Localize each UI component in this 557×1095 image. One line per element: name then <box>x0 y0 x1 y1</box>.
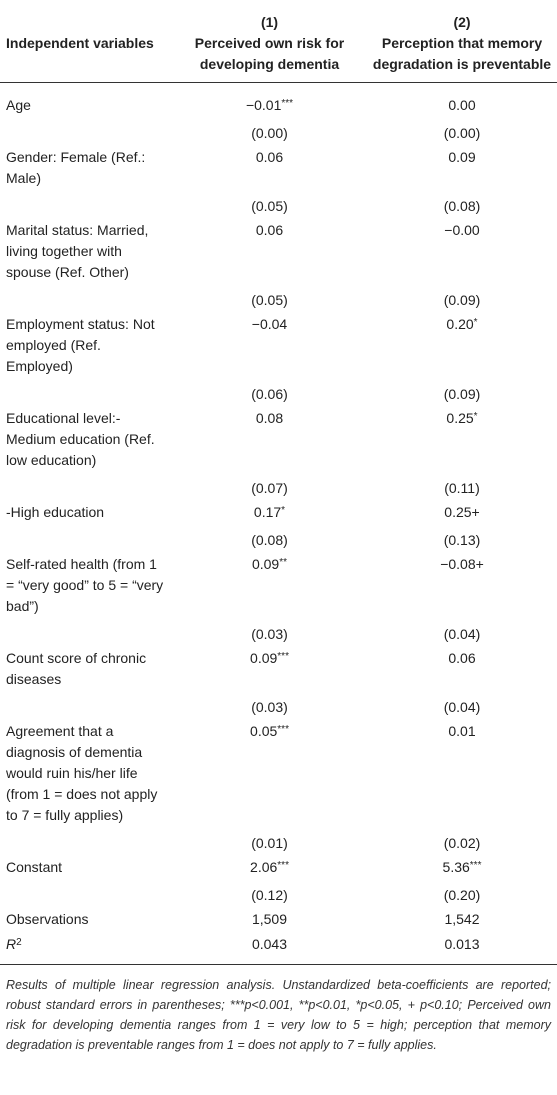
standard-error-row <box>0 475 557 502</box>
observations-label: Observations <box>6 911 89 927</box>
standard-error-col1: (0.08) <box>251 532 288 548</box>
coef-value: 0.09 <box>250 650 278 666</box>
coef-col1 <box>172 220 367 287</box>
standard-error-col1: (0.00) <box>251 125 288 141</box>
variable-label: Agreement that a diagnosis of dementia would ruin his/her life (from 1 = does not apply to 7 = fully applies) <box>6 723 158 823</box>
standard-error-blank <box>0 694 172 721</box>
r-squared-exponent: 2 <box>16 937 22 948</box>
standard-error-col2: (0.00) <box>443 125 481 141</box>
table-row <box>0 857 557 882</box>
table-row <box>0 648 557 694</box>
coef-col1 <box>172 554 367 621</box>
r-squared-label <box>0 934 172 965</box>
table-row <box>0 220 557 287</box>
standard-error-col2: (0.02) <box>443 835 481 851</box>
header-perceived-risk: Perceived own risk for developing dementia <box>194 35 345 72</box>
coef-value: 0.20 <box>446 316 474 332</box>
coef-col1 <box>172 408 367 475</box>
coef-col2 <box>367 408 557 475</box>
standard-error-blank <box>0 527 172 554</box>
table-row <box>0 721 557 830</box>
coef-col2 <box>367 83 557 121</box>
coef-col2 <box>367 220 557 287</box>
standard-error-blank <box>0 287 172 314</box>
header-number-blank <box>0 8 172 33</box>
coef-value: 0.01 <box>448 723 476 739</box>
coef-value: 2.06 <box>250 859 278 875</box>
standard-error-col2: (0.13) <box>443 532 481 548</box>
standard-error-blank <box>0 830 172 857</box>
standard-error-col1: (0.07) <box>251 480 288 496</box>
standard-error-row <box>0 120 557 147</box>
variable-label: Self-rated health (from 1 = “very good” to 5 = “very bad”) <box>6 556 164 614</box>
coef-value: 0.09 <box>251 556 280 572</box>
significance-stars: * <box>473 411 478 422</box>
variable-label: -High education <box>6 504 105 520</box>
variable-label: Count score of chronic diseases <box>6 650 147 687</box>
coef-col1 <box>172 314 367 381</box>
standard-error-col2: (0.04) <box>443 626 481 642</box>
coef-value: 0.08 <box>255 410 284 426</box>
standard-error-col1: (0.05) <box>251 198 288 214</box>
table-row <box>0 314 557 381</box>
coef-col1 <box>172 83 367 121</box>
standard-error-row <box>0 287 557 314</box>
coef-col1 <box>172 857 367 882</box>
observations-col1: 1,509 <box>251 911 288 927</box>
standard-error-col1: (0.03) <box>251 626 288 642</box>
standard-error-blank <box>0 882 172 909</box>
coef-col1 <box>172 648 367 694</box>
table-header <box>0 8 557 83</box>
coef-value: −0.00 <box>444 222 480 238</box>
coef-col2 <box>367 554 557 621</box>
coef-col2 <box>367 857 557 882</box>
significance-stars: ** <box>279 557 288 568</box>
header-independent-variables: Independent variables <box>6 35 154 51</box>
coef-value: 5.36 <box>442 859 470 875</box>
standard-error-row <box>0 694 557 721</box>
coef-value: −0.08+ <box>440 556 484 572</box>
coef-value: 0.25+ <box>444 504 480 520</box>
coef-col2 <box>367 721 557 830</box>
significance-stars: *** <box>277 724 289 735</box>
coef-col2 <box>367 314 557 381</box>
standard-error-col1: (0.05) <box>251 292 288 308</box>
table-row <box>0 408 557 475</box>
table-row <box>0 147 557 193</box>
significance-stars: *** <box>277 651 289 662</box>
significance-stars: *** <box>277 860 289 871</box>
standard-error-row <box>0 882 557 909</box>
standard-error-row <box>0 830 557 857</box>
coef-value: 0.06 <box>448 650 476 666</box>
table-row <box>0 554 557 621</box>
variable-label: Constant <box>6 859 63 875</box>
standard-error-row <box>0 527 557 554</box>
significance-stars: * <box>281 505 286 516</box>
coef-value: 0.05 <box>250 723 278 739</box>
standard-error-row <box>0 381 557 408</box>
r-squared-row <box>0 934 557 965</box>
observations-col2: 1,542 <box>444 911 480 927</box>
coef-value: 0.17 <box>253 504 282 520</box>
table-row <box>0 83 557 121</box>
header-memory-preventable: Perception that memory degradation is preventable <box>372 35 552 72</box>
coef-value: −0.01 <box>245 97 282 113</box>
r-squared-symbol: R <box>6 936 17 952</box>
table-footnote: Results of multiple linear regression analysis. Unstandardized beta-coefficients are reported; robust standard errors in parentheses; ***p<0.001, **p<0.01, *p<0.05, + p<0.10; Perceived own risk for developing dementia ranges from 1 = very low to 5 = high; perception that memory degradation is preventable ranges from 1 = does not apply to 7 = fully applies. <box>6 978 551 1052</box>
coef-value: −0.04 <box>251 316 288 332</box>
standard-error-row <box>0 621 557 648</box>
standard-error-col1: (0.03) <box>251 699 288 715</box>
regression-table <box>0 8 557 965</box>
variable-label: Gender: Female (Ref.: Male) <box>6 149 146 186</box>
variable-label: Employment status: Not employed (Ref. Employed) <box>6 316 155 374</box>
observations-row <box>0 909 557 934</box>
standard-error-col2: (0.11) <box>444 480 480 496</box>
standard-error-col1: (0.06) <box>251 386 288 402</box>
significance-stars: *** <box>469 860 482 871</box>
table-body <box>0 83 557 965</box>
standard-error-col2: (0.04) <box>443 699 481 715</box>
variable-label: Age <box>6 97 31 113</box>
standard-error-blank <box>0 381 172 408</box>
coef-col1 <box>172 502 367 527</box>
significance-stars: * <box>473 317 478 328</box>
coef-value: 0.25 <box>446 410 474 426</box>
standard-error-blank <box>0 193 172 220</box>
standard-error-blank <box>0 120 172 147</box>
table-row <box>0 502 557 527</box>
standard-error-col2: (0.09) <box>443 292 481 308</box>
coef-col1 <box>172 721 367 830</box>
coef-value: 0.09 <box>448 149 476 165</box>
variable-label: Educational level:-Medium education (Ref. low education) <box>6 410 155 468</box>
standard-error-col2: (0.20) <box>443 887 481 903</box>
r-squared-col1: 0.043 <box>251 936 288 952</box>
r-squared-col2: 0.013 <box>444 936 480 952</box>
header-number-2: (2) <box>453 14 471 30</box>
significance-stars: *** <box>281 98 294 109</box>
coef-col2 <box>367 648 557 694</box>
coef-value: 0.00 <box>448 97 476 113</box>
standard-error-col1: (0.12) <box>251 887 288 903</box>
standard-error-col2: (0.08) <box>443 198 481 214</box>
standard-error-blank <box>0 475 172 502</box>
standard-error-row <box>0 193 557 220</box>
variable-label: Marital status: Married, living together with spouse (Ref. Other) <box>6 222 149 280</box>
standard-error-col1: (0.01) <box>251 835 288 851</box>
coef-value: 0.06 <box>255 222 284 238</box>
header-number-1: (1) <box>260 14 279 30</box>
coef-col1 <box>172 147 367 193</box>
coef-col2 <box>367 502 557 527</box>
standard-error-col2: (0.09) <box>443 386 481 402</box>
standard-error-blank <box>0 621 172 648</box>
coef-value: 0.06 <box>255 149 284 165</box>
coef-col2 <box>367 147 557 193</box>
